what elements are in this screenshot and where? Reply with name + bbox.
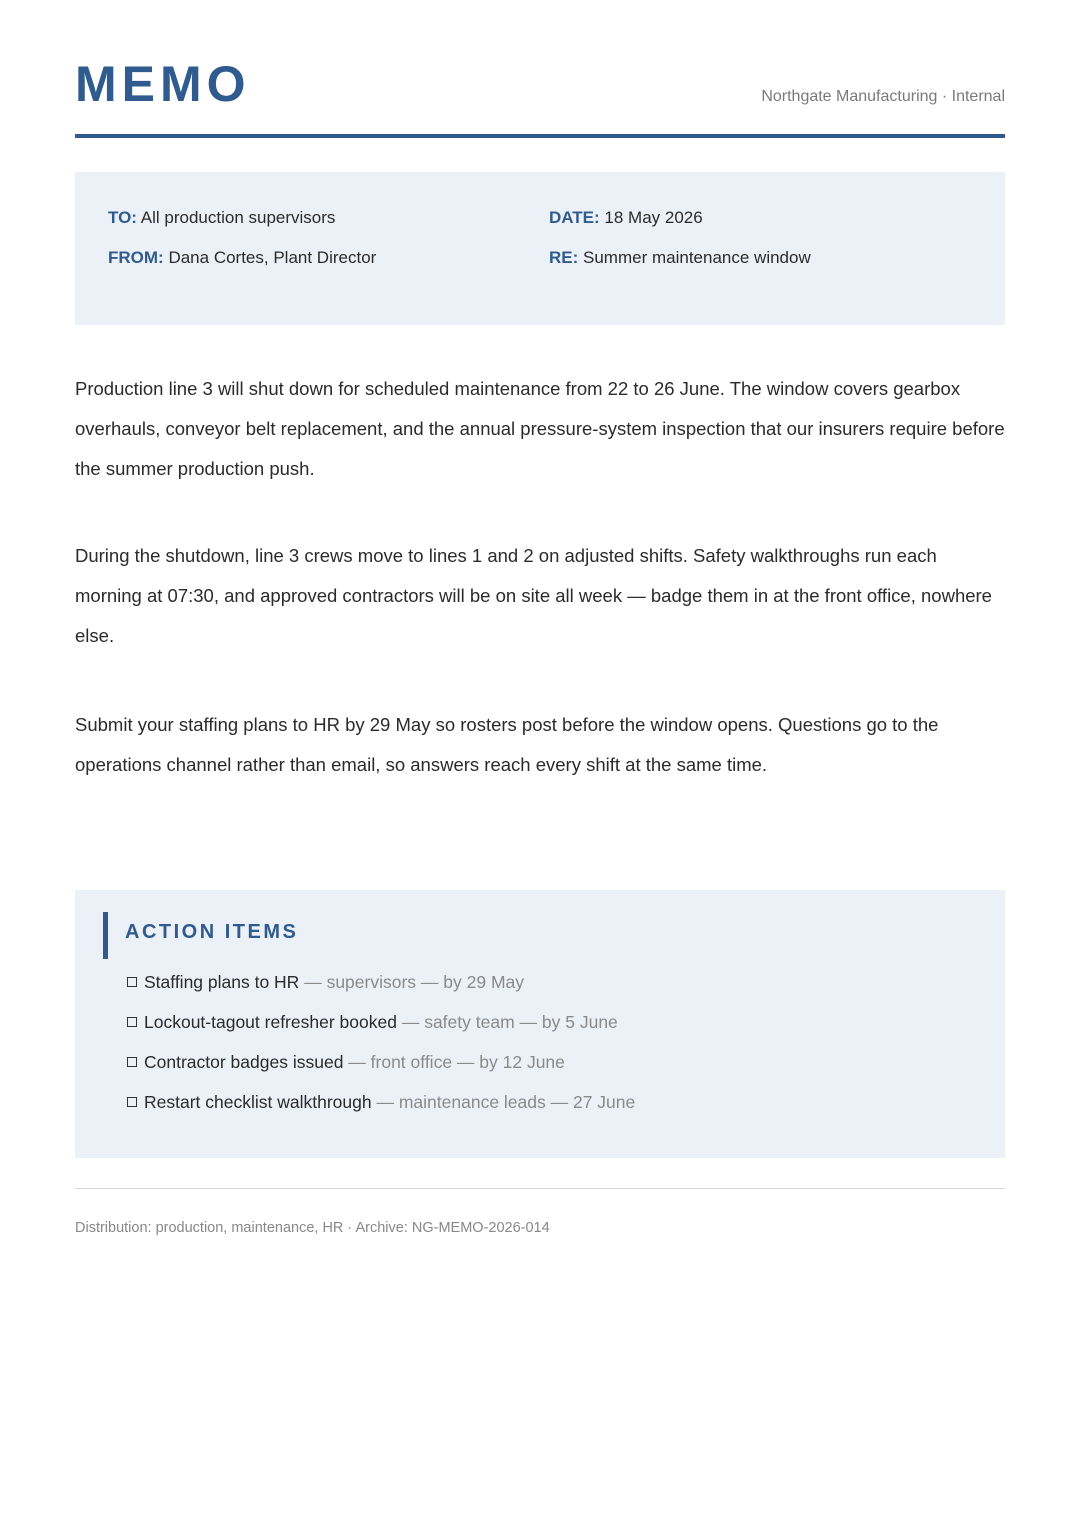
meta-to — [108, 207, 335, 229]
action-items-heading: ACTION ITEMS — [125, 921, 299, 943]
action-separator: — — [343, 1052, 371, 1072]
meta-date-value: 18 May 2026 — [604, 208, 703, 227]
body-paragraph-2: During the shutdown, line 3 crews move to lines 1 and 2 on adjusted shifts. Safety walkthroughs run each morning at 07:30, and approved contractors will be on site all week — badge them in at the front office, nowhere else. — [75, 545, 992, 646]
action-item — [127, 1050, 635, 1090]
meta-from-value: Dana Cortes, Plant Director — [168, 248, 377, 267]
action-task: Restart checklist walkthrough — [144, 1092, 372, 1112]
action-item — [127, 1010, 635, 1050]
action-separator: — — [452, 1052, 480, 1072]
footer-divider — [75, 1188, 1005, 1189]
footer-distribution: Distribution: production, maintenance, HR · Archive: NG-MEMO-2026-014 — [75, 1220, 550, 1236]
action-task: Staffing plans to HR — [144, 972, 300, 992]
meta-date — [549, 207, 703, 229]
checkbox-icon[interactable] — [127, 1017, 137, 1027]
meta-from-label: FROM: — [108, 248, 164, 267]
action-due: by 5 June — [541, 1012, 618, 1032]
meta-from — [108, 247, 376, 269]
body-paragraph-1: Production line 3 will shut down for scheduled maintenance from 22 to 26 June. The window covers gearbox overhauls, conveyor belt replacement, and the annual pressure-system inspection that our insurers require before the summer production push. — [75, 378, 1005, 479]
action-separator: — — [371, 1092, 399, 1112]
action-due: by 12 June — [479, 1052, 565, 1072]
action-item — [127, 1090, 635, 1130]
meta-to-value: All production supervisors — [140, 208, 336, 227]
action-separator: — — [545, 1092, 573, 1112]
meta-re-label: RE: — [549, 248, 579, 267]
action-owner: supervisors — [326, 972, 417, 992]
action-separator: — — [396, 1012, 425, 1032]
memo-meta-panel — [75, 172, 1005, 325]
meta-re-value: Summer maintenance window — [583, 248, 811, 267]
action-items-accent-bar — [103, 912, 108, 959]
memo-header — [75, 56, 1005, 116]
header-divider — [75, 134, 1005, 138]
action-task: Contractor badges issued — [144, 1052, 344, 1072]
action-item — [127, 970, 635, 1010]
memo-title: MEMO — [75, 56, 251, 112]
action-separator: — — [299, 972, 327, 992]
checkbox-icon[interactable] — [127, 977, 137, 987]
action-owner: maintenance leads — [398, 1092, 546, 1112]
action-items-panel — [75, 890, 1005, 1158]
body-paragraph-3: Submit your staffing plans to HR by 29 May so rosters post before the window opens. Questions go to the operations channel rather than email, so answers reach every shift at the same time. — [75, 714, 939, 775]
checkbox-icon[interactable] — [127, 1097, 137, 1107]
action-due: 27 June — [572, 1092, 636, 1112]
action-owner: safety team — [424, 1012, 515, 1032]
meta-re — [549, 247, 811, 269]
action-separator: — — [514, 1012, 542, 1032]
action-due: by 29 May — [443, 972, 525, 992]
checkbox-icon[interactable] — [127, 1057, 137, 1067]
meta-to-label: TO: — [108, 208, 137, 227]
organization-line: Northgate Manufacturing · Internal — [761, 88, 1005, 105]
action-task: Lockout-tagout refresher booked — [144, 1012, 397, 1032]
action-separator: — — [416, 972, 444, 992]
meta-date-label: DATE: — [549, 208, 600, 227]
action-items-list — [127, 970, 635, 1130]
action-owner: front office — [370, 1052, 453, 1072]
